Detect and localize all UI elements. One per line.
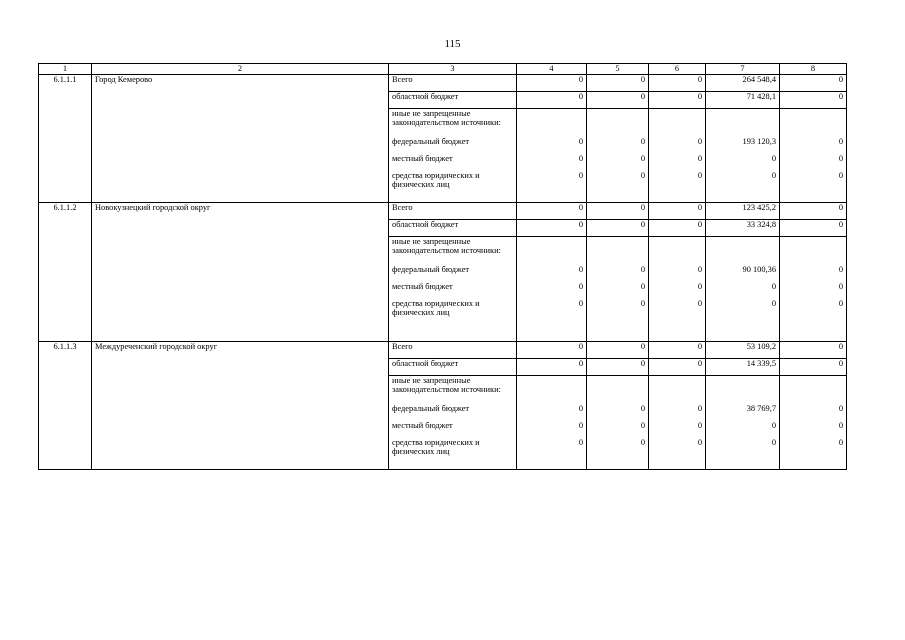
value-cell-stack [587, 375, 649, 469]
value-cell: 0 [649, 358, 706, 375]
municipality-name: Новокузнецкий городской округ [92, 202, 389, 341]
value-cell: 0 [697, 437, 702, 447]
value-cell: 38 769,7 [746, 403, 776, 413]
value-cell: 0 [838, 170, 843, 180]
municipality-name: Город Кемерово [92, 74, 389, 202]
value-cell: 71 428,1 [706, 91, 780, 108]
value-cell: 0 [780, 219, 847, 236]
value-cell: 0 [578, 136, 583, 146]
value-cell-stack [649, 108, 706, 202]
value-cell: 0 [780, 202, 847, 219]
value-cell: 0 [697, 136, 702, 146]
value-cell: 0 [640, 170, 645, 180]
value-cell-stack [649, 236, 706, 341]
value-cell: 0 [780, 358, 847, 375]
value-cell: 0 [771, 420, 776, 430]
value-cell: 0 [771, 437, 776, 447]
table-row [39, 202, 847, 219]
value-cell: 0 [780, 341, 847, 358]
row-code: 6.1.1.2 [39, 202, 92, 341]
value-cell: 0 [640, 153, 645, 163]
source-label: федеральный бюджет [392, 403, 470, 413]
source-label: средства юридических и физических лиц [392, 170, 480, 190]
value-cell: 0 [578, 420, 583, 430]
column-header: 5 [587, 64, 649, 75]
value-cell: 0 [587, 341, 649, 358]
row-code: 6.1.1.1 [39, 74, 92, 202]
source-label: Всего [389, 202, 517, 219]
value-cell: 53 109,2 [706, 341, 780, 358]
column-header: 2 [92, 64, 389, 75]
source-label: областной бюджет [389, 219, 517, 236]
value-cell: 0 [578, 264, 583, 274]
value-cell-stack [517, 108, 587, 202]
value-cell: 0 [697, 153, 702, 163]
column-header: 4 [517, 64, 587, 75]
value-cell: 0 [517, 91, 587, 108]
value-cell: 0 [640, 298, 645, 308]
value-cell: 0 [517, 219, 587, 236]
value-cell: 0 [587, 202, 649, 219]
value-cell: 0 [587, 219, 649, 236]
value-cell: 0 [771, 298, 776, 308]
value-cell: 0 [649, 202, 706, 219]
value-cell: 0 [578, 170, 583, 180]
source-label: Всего [389, 74, 517, 91]
value-cell-stack [706, 236, 780, 341]
column-header: 7 [706, 64, 780, 75]
value-cell: 0 [640, 437, 645, 447]
value-cell: 0 [838, 437, 843, 447]
value-cell: 0 [649, 91, 706, 108]
source-label: средства юридических и физических лиц [392, 437, 480, 457]
value-cell: 0 [780, 91, 847, 108]
value-cell: 33 324,8 [706, 219, 780, 236]
value-cell: 0 [517, 202, 587, 219]
value-cell: 0 [640, 281, 645, 291]
value-cell-stack [780, 108, 847, 202]
value-cell-stack [780, 236, 847, 341]
value-cell: 0 [697, 403, 702, 413]
municipality-name: Междуреченский городской округ [92, 341, 389, 469]
other-sources-cell [389, 236, 517, 341]
value-cell: 0 [838, 298, 843, 308]
table-row [39, 74, 847, 91]
value-cell: 123 425,2 [706, 202, 780, 219]
column-header: 1 [39, 64, 92, 75]
value-cell: 0 [838, 420, 843, 430]
source-label: областной бюджет [389, 91, 517, 108]
value-cell: 0 [697, 281, 702, 291]
other-sources-cell [389, 375, 517, 469]
value-cell: 0 [771, 170, 776, 180]
value-cell: 264 548,4 [706, 74, 780, 91]
other-sources-heading: иные не запрещенные законодательством источники: [392, 375, 501, 395]
value-cell: 0 [838, 403, 843, 413]
value-cell: 0 [771, 153, 776, 163]
column-header: 6 [649, 64, 706, 75]
value-cell: 0 [587, 358, 649, 375]
value-cell: 0 [578, 298, 583, 308]
value-cell: 0 [838, 264, 843, 274]
source-label: Всего [389, 341, 517, 358]
value-cell-stack [517, 375, 587, 469]
value-cell-stack [587, 236, 649, 341]
value-cell: 0 [771, 281, 776, 291]
value-cell: 0 [649, 219, 706, 236]
source-label: местный бюджет [392, 281, 453, 291]
value-cell: 0 [640, 136, 645, 146]
value-cell: 0 [578, 281, 583, 291]
source-label: областной бюджет [389, 358, 517, 375]
budget-table [38, 63, 847, 470]
row-code: 6.1.1.3 [39, 341, 92, 469]
other-sources-heading: иные не запрещенные законодательством источники: [392, 236, 501, 256]
source-label: федеральный бюджет [392, 264, 470, 274]
value-cell: 0 [578, 153, 583, 163]
value-cell: 0 [578, 403, 583, 413]
column-header: 8 [780, 64, 847, 75]
value-cell: 0 [697, 298, 702, 308]
value-cell: 0 [517, 74, 587, 91]
source-label: местный бюджет [392, 153, 453, 163]
value-cell: 14 339,5 [706, 358, 780, 375]
value-cell: 0 [587, 74, 649, 91]
value-cell-stack [706, 108, 780, 202]
value-cell: 90 100,36 [742, 264, 776, 274]
value-cell: 0 [517, 358, 587, 375]
value-cell: 0 [640, 420, 645, 430]
value-cell: 0 [640, 403, 645, 413]
value-cell: 0 [780, 74, 847, 91]
value-cell: 0 [697, 170, 702, 180]
value-cell: 0 [838, 153, 843, 163]
value-cell-stack [649, 375, 706, 469]
value-cell: 0 [838, 136, 843, 146]
source-label: местный бюджет [392, 420, 453, 430]
value-cell-stack [706, 375, 780, 469]
column-header: 3 [389, 64, 517, 75]
column-header-row [39, 64, 847, 75]
source-label: средства юридических и физических лиц [392, 298, 480, 318]
other-sources-cell [389, 108, 517, 202]
value-cell: 0 [649, 341, 706, 358]
value-cell: 0 [517, 341, 587, 358]
other-sources-heading: иные не запрещенные законодательством источники: [392, 108, 501, 128]
table-row [39, 341, 847, 358]
value-cell-stack [517, 236, 587, 341]
value-cell: 0 [649, 74, 706, 91]
value-cell: 0 [697, 264, 702, 274]
value-cell: 0 [697, 420, 702, 430]
value-cell-stack [780, 375, 847, 469]
value-cell: 0 [640, 264, 645, 274]
page-number: 115 [444, 38, 461, 50]
value-cell: 0 [587, 91, 649, 108]
value-cell: 193 120,3 [742, 136, 776, 146]
value-cell-stack [587, 108, 649, 202]
source-label: федеральный бюджет [392, 136, 470, 146]
value-cell: 0 [838, 281, 843, 291]
value-cell: 0 [578, 437, 583, 447]
